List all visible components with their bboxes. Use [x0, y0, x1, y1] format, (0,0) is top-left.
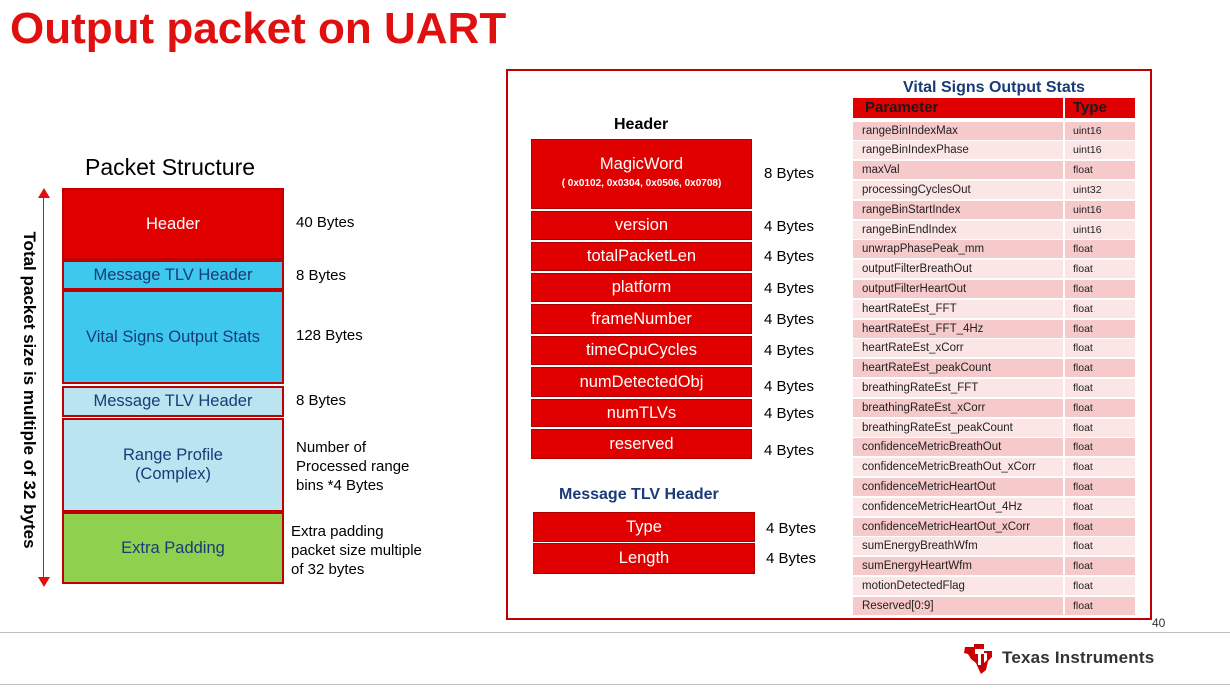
type-cell: float — [1065, 300, 1135, 318]
arrow-down-icon — [38, 577, 50, 587]
table-row — [853, 122, 1135, 142]
column-header-parameter: Parameter — [853, 98, 1063, 118]
parameter-cell: maxVal — [853, 161, 1063, 179]
parameter-cell: processingCyclesOut — [853, 181, 1063, 199]
parameter-cell: motionDetectedFlag — [853, 577, 1063, 595]
table-row — [853, 320, 1135, 340]
type-cell: float — [1065, 478, 1135, 496]
totalpacketlen-size: 4 Bytes — [764, 248, 815, 265]
type-cell: float — [1065, 399, 1135, 417]
parameter-cell: confidenceMetricHeartOut_xCorr — [853, 518, 1063, 536]
parameter-cell: sumEnergyHeartWfm — [853, 557, 1063, 575]
ti-logo-wordmark: Texas Instruments — [1002, 648, 1155, 667]
packet-size-axis-label: Total packet size is multiple of 32 bytes — [20, 231, 39, 549]
parameter-cell: rangeBinIndexMax — [853, 122, 1063, 140]
table-row — [853, 537, 1135, 557]
timecpucycles-size: 4 Bytes — [764, 342, 815, 359]
framenumber-size: 4 Bytes — [764, 311, 815, 328]
type-cell: float — [1065, 280, 1135, 298]
table-row — [853, 597, 1135, 617]
size-header: 40 Bytes — [296, 214, 355, 231]
type-cell: uint32 — [1065, 181, 1135, 199]
type-cell: float — [1065, 161, 1135, 179]
table-row — [853, 478, 1135, 498]
type-cell: uint16 — [1065, 141, 1135, 159]
double-arrow-line — [43, 196, 44, 580]
size-vital-signs: 128 Bytes — [296, 327, 363, 344]
parameter-cell: rangeBinEndIndex — [853, 221, 1063, 239]
header-title: Header — [614, 116, 669, 133]
magicword-label: MagicWord — [599, 155, 684, 173]
tlv-length-size: 4 Bytes — [766, 550, 817, 567]
packet-block-range-profile — [62, 418, 284, 512]
type-cell: float — [1065, 260, 1135, 278]
numtlvs-size: 4 Bytes — [764, 405, 815, 422]
type-cell: float — [1065, 458, 1135, 476]
parameter-cell: confidenceMetricHeartOut_4Hz — [853, 498, 1063, 516]
packet-block-tlv-header-2: Message TLV Header — [62, 386, 284, 417]
packet-structure-title: Packet Structure — [85, 154, 256, 180]
type-cell: float — [1065, 537, 1135, 555]
header-field-platform: platform — [531, 273, 752, 302]
parameter-cell: breathingRateEst_xCorr — [853, 399, 1063, 417]
reserved-size: 4 Bytes — [764, 442, 815, 459]
header-field-framenumber: frameNumber — [531, 304, 752, 334]
parameter-cell: breathingRateEst_peakCount — [853, 419, 1063, 437]
type-cell: uint16 — [1065, 122, 1135, 140]
magicword-value: ( 0x0102, 0x0304, 0x0506, 0x0708) — [561, 178, 722, 189]
numdetectedobj-size: 4 Bytes — [764, 378, 815, 395]
type-cell: float — [1065, 438, 1135, 456]
table-row — [853, 161, 1135, 181]
bottom-divider — [0, 684, 1230, 685]
type-cell: float — [1065, 518, 1135, 536]
table-row — [853, 557, 1135, 577]
table-row — [853, 201, 1135, 221]
table-row — [853, 260, 1135, 280]
tlv-header-title: Message TLV Header — [559, 486, 719, 503]
parameter-cell: confidenceMetricHeartOut — [853, 478, 1063, 496]
packet-block-extra-padding: Extra Padding — [62, 512, 284, 584]
table-row — [853, 438, 1135, 458]
parameter-cell: Reserved[0:9] — [853, 597, 1063, 615]
type-cell: float — [1065, 597, 1135, 615]
type-cell: uint16 — [1065, 221, 1135, 239]
parameter-cell: heartRateEst_peakCount — [853, 359, 1063, 377]
header-field-numtlvs: numTLVs — [531, 399, 752, 427]
table-row — [853, 181, 1135, 201]
arrow-up-icon — [38, 188, 50, 198]
table-row — [853, 379, 1135, 399]
version-size: 4 Bytes — [764, 218, 815, 235]
size-range-profile: Number of Processed range bins *4 Bytes — [296, 439, 410, 494]
vital-signs-title: Vital Signs Output Stats — [903, 79, 1085, 96]
ti-logo — [962, 642, 1182, 676]
table-row — [853, 518, 1135, 538]
type-cell: float — [1065, 577, 1135, 595]
size-extra-padding: Extra padding packet size multiple of 32 bytes — [291, 523, 422, 578]
table-row — [853, 419, 1135, 439]
packet-block-vital-signs: Vital Signs Output Stats — [62, 290, 284, 384]
magicword-size: 8 Bytes — [764, 165, 815, 182]
header-field-totalpacketlen: totalPacketLen — [531, 242, 752, 271]
page-title: Output packet on UART — [10, 4, 507, 53]
table-row — [853, 339, 1135, 359]
type-cell: float — [1065, 240, 1135, 258]
type-cell: float — [1065, 557, 1135, 575]
packet-block-tlv-header: Message TLV Header — [62, 260, 284, 290]
type-cell: float — [1065, 498, 1135, 516]
type-cell: float — [1065, 419, 1135, 437]
page-number: 40 — [1152, 616, 1166, 630]
size-tlv-header: 8 Bytes — [296, 267, 347, 284]
parameter-cell: heartRateEst_FFT_4Hz — [853, 320, 1063, 338]
parameter-cell: confidenceMetricBreathOut — [853, 438, 1063, 456]
parameter-cell: confidenceMetricBreathOut_xCorr — [853, 458, 1063, 476]
size-tlv-header-2: 8 Bytes — [296, 392, 347, 409]
type-cell: float — [1065, 320, 1135, 338]
footer-divider — [0, 632, 1230, 633]
type-cell: float — [1065, 359, 1135, 377]
parameter-cell: sumEnergyBreathWfm — [853, 537, 1063, 555]
parameter-cell: unwrapPhasePeak_mm — [853, 240, 1063, 258]
header-field-magicword — [531, 139, 752, 209]
range-profile-line1: Range Profile — [123, 446, 223, 464]
parameter-cell: breathingRateEst_FFT — [853, 379, 1063, 397]
parameter-cell: heartRateEst_FFT — [853, 300, 1063, 318]
tlv-field-type: Type — [533, 512, 755, 542]
table-row — [853, 399, 1135, 419]
range-profile-line2: (Complex) — [134, 465, 212, 483]
header-field-reserved: reserved — [531, 429, 752, 459]
table-row — [853, 300, 1135, 320]
ti-logo-icon — [962, 643, 996, 675]
table-row — [853, 280, 1135, 300]
parameter-cell: outputFilterHeartOut — [853, 280, 1063, 298]
type-cell: float — [1065, 379, 1135, 397]
table-row — [853, 221, 1135, 241]
parameter-cell: rangeBinStartIndex — [853, 201, 1063, 219]
header-field-version: version — [531, 211, 752, 240]
type-cell: float — [1065, 339, 1135, 357]
header-field-numdetectedobj: numDetectedObj — [531, 367, 752, 397]
header-field-timecpucycles: timeCpuCycles — [531, 336, 752, 365]
platform-size: 4 Bytes — [764, 280, 815, 297]
parameter-cell: heartRateEst_xCorr — [853, 339, 1063, 357]
table-row — [853, 240, 1135, 260]
parameter-cell: outputFilterBreathOut — [853, 260, 1063, 278]
table-row — [853, 141, 1135, 161]
table-row — [853, 577, 1135, 597]
table-row — [853, 498, 1135, 518]
parameter-cell: rangeBinIndexPhase — [853, 141, 1063, 159]
packet-block-header: Header — [62, 188, 284, 260]
table-row — [853, 458, 1135, 478]
tlv-type-size: 4 Bytes — [766, 520, 817, 537]
column-header-type: Type — [1065, 98, 1135, 118]
tlv-field-length: Length — [533, 543, 755, 574]
table-row — [853, 359, 1135, 379]
type-cell: uint16 — [1065, 201, 1135, 219]
